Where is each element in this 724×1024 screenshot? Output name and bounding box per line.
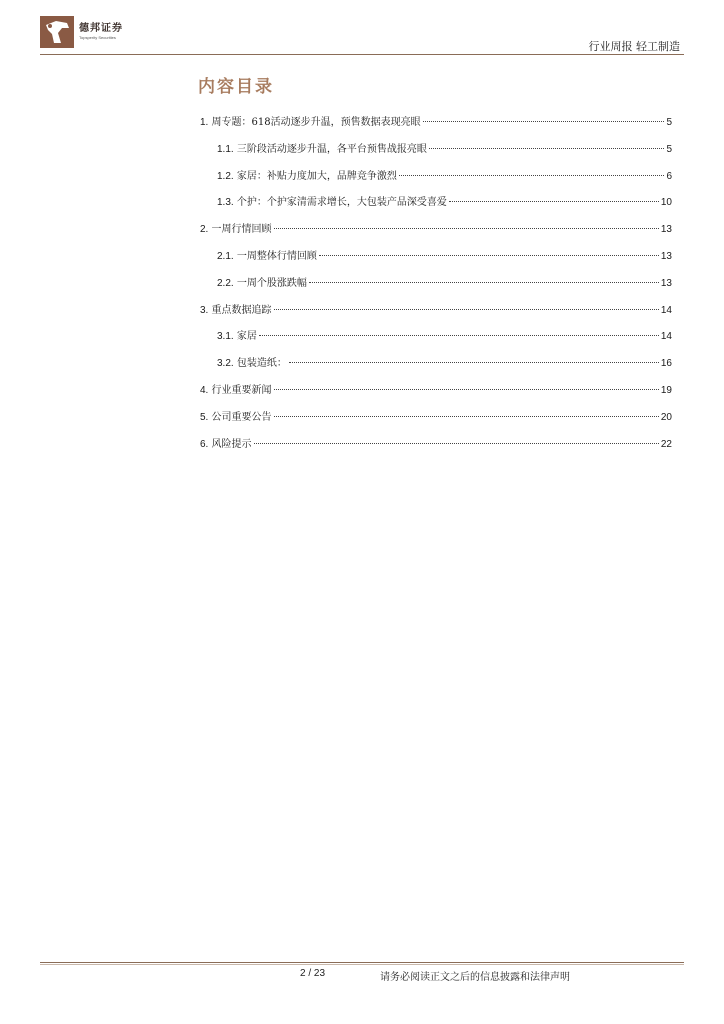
toc-entry-text: 三阶段活动逐步升温，各平台预售战报亮眼 (236, 143, 427, 155)
header-divider (40, 54, 684, 55)
toc-entry-page: 13 (660, 250, 672, 262)
toc-entry-label (217, 140, 427, 155)
toc-entry-text: 一周整体行情回顾 (236, 250, 317, 262)
toc-entry-number: 3.1. (217, 331, 234, 343)
disclaimer-text: 请务必阅读正文之后的信息披露和法律声明 (380, 972, 570, 983)
toc-entry-label (200, 381, 272, 396)
toc-entry[interactable] (200, 435, 672, 462)
toc-entry-number: 5. (200, 411, 209, 423)
toc-title: 内容目录 (198, 77, 274, 97)
toc-entry[interactable] (200, 354, 672, 381)
toc-dot-leader (259, 335, 659, 336)
toc-entry-label (200, 220, 272, 235)
toc-entry-number: 2. (200, 224, 209, 236)
toc-entry-label (217, 167, 397, 182)
logo-icon (40, 16, 74, 48)
toc-entry-number: 3. (200, 304, 209, 316)
toc-entry-number: 1.3. (217, 197, 234, 209)
toc-entry[interactable] (200, 247, 672, 274)
toc-entry-page: 10 (660, 197, 672, 209)
report-category: 行业周报 轻工制造 (588, 40, 680, 53)
toc-dot-leader (274, 228, 659, 229)
toc-entry-text: 个护：个护家清需求增长，大包装产品深受喜爱 (236, 197, 447, 209)
toc-entry-page: 5 (666, 143, 672, 155)
page-number: 2 / 23 (300, 968, 326, 979)
toc-dot-leader (319, 255, 659, 256)
toc-entry-number: 1.2. (217, 170, 234, 182)
toc-entry-page: 14 (660, 331, 672, 343)
toc-entry-label (200, 301, 272, 316)
toc-entry[interactable] (200, 327, 672, 354)
toc-entry-number: 6. (200, 438, 209, 450)
toc-entry-page: 16 (660, 358, 672, 370)
toc-dot-leader (423, 121, 665, 122)
toc-dot-leader (274, 309, 659, 310)
toc-entry-label (217, 327, 257, 342)
toc-entry-number: 2.1. (217, 250, 234, 262)
toc-entry-text: 重点数据追踪 (211, 304, 272, 316)
toc-entry-label (200, 408, 272, 423)
footer-divider-secondary (40, 964, 684, 965)
toc-entry[interactable] (200, 408, 672, 435)
toc-entry-text: 风险提示 (211, 438, 252, 450)
toc-dot-leader (449, 201, 659, 202)
toc-entry[interactable] (200, 167, 672, 194)
toc-dot-leader (274, 416, 659, 417)
toc-entry[interactable] (200, 381, 672, 408)
toc-entry-label (200, 435, 252, 450)
toc-entry-label (200, 113, 421, 128)
toc-entry-text: 家居：补贴力度加大，品牌竞争激烈 (236, 170, 397, 182)
toc-entry-label (217, 274, 307, 289)
toc-entry-number: 1. (200, 117, 209, 128)
toc-entry-text: 家居 (236, 331, 257, 343)
toc-entry-label (217, 193, 447, 208)
toc-entry-number: 2.2. (217, 277, 234, 289)
toc-entry-text: 包装造纸： (236, 358, 287, 370)
toc-entry-text: 周专题：618活动逐步升温，预售数据表现亮眼 (211, 117, 421, 128)
toc-entry-text: 一周行情回顾 (211, 224, 272, 236)
toc-entry[interactable] (200, 193, 672, 220)
toc-entry-page: 22 (660, 438, 672, 450)
toc-entry-label (217, 247, 317, 262)
toc-entry[interactable] (200, 301, 672, 328)
toc-entry[interactable] (200, 140, 672, 167)
toc-entry[interactable] (200, 220, 672, 247)
toc-dot-leader (289, 362, 659, 363)
toc-dot-leader (399, 175, 665, 176)
toc-entry-page: 19 (660, 384, 672, 396)
toc-entry-text: 行业重要新闻 (211, 384, 272, 396)
toc-entry-number: 1.1. (217, 143, 234, 155)
toc-entry-page: 13 (660, 277, 672, 289)
logo-en-text: Topsperity Securities (79, 35, 116, 40)
toc-dot-leader (274, 389, 659, 390)
toc-entry-page: 13 (660, 224, 672, 236)
toc-dot-leader (254, 443, 659, 444)
table-of-contents (200, 113, 672, 461)
toc-entry-number: 3.2. (217, 358, 234, 370)
toc-entry-text: 一周个股涨跌幅 (236, 277, 307, 289)
logo-cn-text: 德邦证券 (79, 23, 123, 34)
toc-entry-page: 20 (660, 411, 672, 423)
toc-entry-text: 公司重要公告 (211, 411, 272, 423)
toc-dot-leader (429, 148, 665, 149)
toc-entry-page: 5 (666, 117, 672, 128)
footer-divider (40, 962, 684, 963)
toc-entry-page: 6 (666, 170, 672, 182)
toc-entry[interactable] (200, 113, 672, 140)
toc-entry-number: 4. (200, 384, 209, 396)
company-logo (40, 16, 123, 48)
toc-entry-page: 14 (660, 304, 672, 316)
toc-entry[interactable] (200, 274, 672, 301)
toc-entry-label (217, 354, 287, 369)
toc-dot-leader (309, 282, 659, 283)
